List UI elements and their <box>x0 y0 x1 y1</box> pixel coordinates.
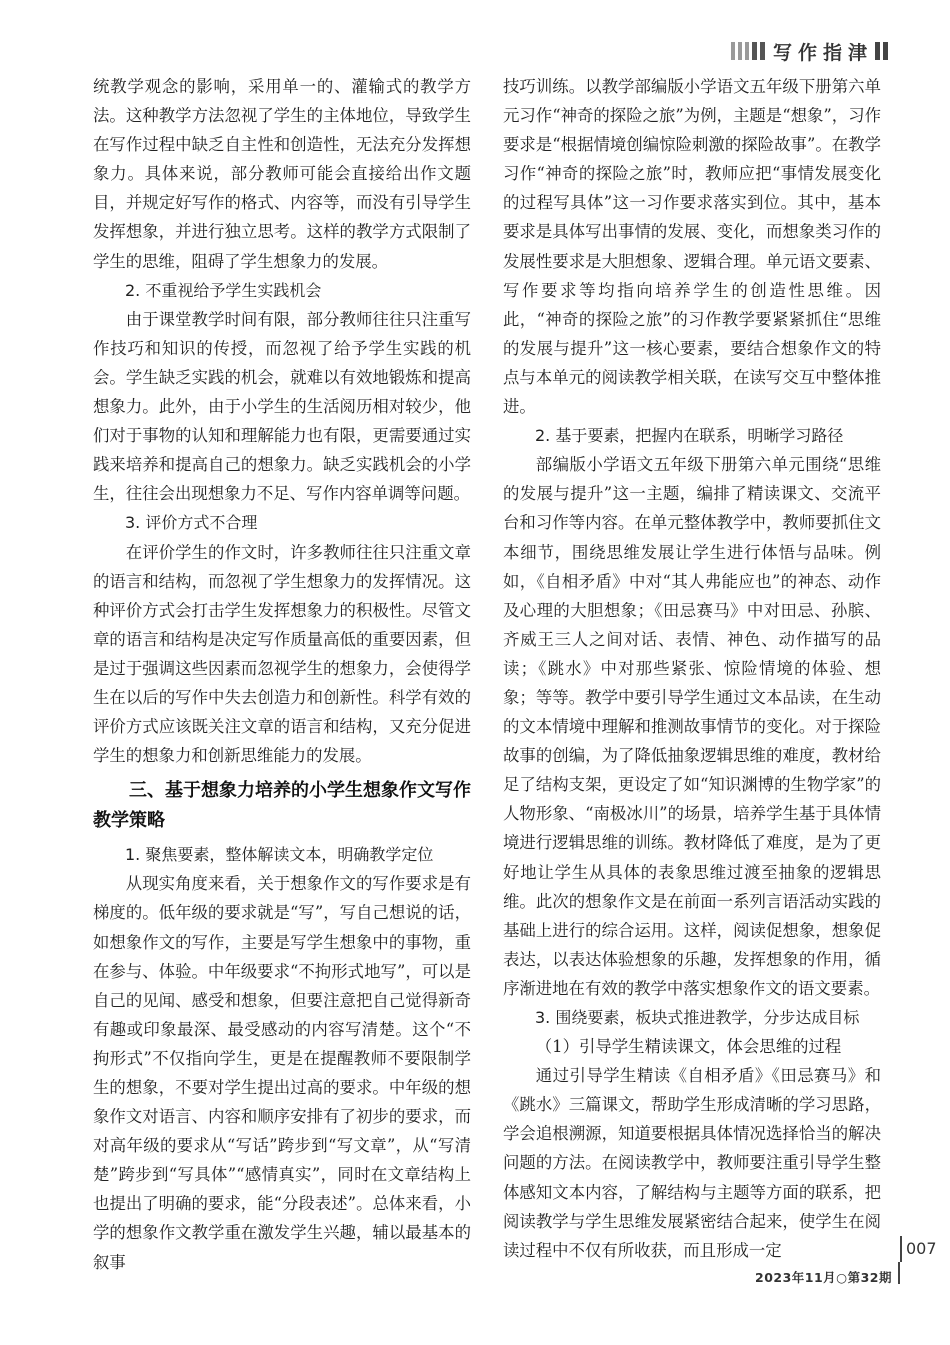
paragraph: 部编版小学语文五年级下册第六单元围绕“思维的发展与提升”这一主题，编排了精读课文、交流平台和习作等内容。在单元整体教学中，教师要抓住文本细节，围绕思维发展让学生进行体悟与品味。例如，《自相矛盾》中对“其人弗能应也”的神态、动作及心理的大胆想象；《田忌赛马》中对田忌、孙膑、齐威王三人之间对话、表情、神色、动作描写的品读；《跳水》中对那些紧张、惊险情境的体验、想象；等等。教学中要引导学生通过文本品读，在生动的文本情境中理解和推测故事情节的变化。对于探险故事的创编，为了降低抽象逻辑思维的难度，教材给足了结构支架，更设定了如“知识渊博的生物学家”的人物形象、“南极冰川”的场景，培养学生基于具体情境进行逻辑思维的训练。教材降低了难度，是为了更好地让学生从具体的表象思维过渡至抽象的逻辑思维。此次的想象作文是在前面一系列言语活动实践的基础上进行的综合运用。这样，阅读促想象，想象促表达，以表达体验想象的乐趣，发挥想象的作用，循序渐进地在有效的教学中落实想象作文的语文要素。 <box>503 455 881 998</box>
left-column <box>93 72 471 1277</box>
subheading: 2. 基于要素，把握内在联系，明晰学习路径 <box>535 426 844 446</box>
paragraph: 通过引导学生精读《自相矛盾》《田忌赛马》和《跳水》三篇课文，帮助学生形成清晰的学习思路，学会追根溯源，知道要根据具体情况选择恰当的解决问题的方法。在阅读教学中，教师要注重引导学生整体感知文本内容，了解结构与主题等方面的联系，把阅读教学与学生思维发展紧密结合起来，使学生在阅读过程中不仅有所收获，而且形成一定 <box>503 1066 881 1260</box>
subheading: 3. 评价方式不合理 <box>125 513 258 533</box>
paragraph: 技巧训练。以教学部编版小学语文五年级下册第六单元习作“神奇的探险之旅”为例，主题是“想象”，习作要求是“根据情境创编惊险刺激的探险故事”。在教学习作“神奇的探险之旅”时，教师应把“事情发展变化的过程写具体”这一习作要求落实到位。其中，基本要求是具体写出事情的发展、变化，而想象类习作的发展性要求是大胆想象、逻辑合理。单元语文要素、写作要求等均指向培养学生的创造性思维。因此，“神奇的探险之旅”的习作教学要紧紧抓住“思维的发展与提升”这一核心要素，要结合想象作文的特点与本单元的阅读教学相关联，在读写交互中整体推进。 <box>503 77 881 417</box>
subheading: （1）引导学生精读课文，体会思维的过程 <box>535 1037 842 1057</box>
subheading: 2. 不重视给予学生实践机会 <box>125 280 322 300</box>
issue-info: 2023年11月○第32期 <box>755 1270 892 1285</box>
header-title: 写作指津 <box>772 41 873 64</box>
section-heading: 三、基于想象力培养的小学生想象作文写作教学策略 <box>93 780 471 832</box>
page-number: 007 <box>900 1236 946 1262</box>
footer-divider <box>898 1262 900 1284</box>
subheading: 1. 聚焦要素，整体解读文本，明确教学定位 <box>125 845 434 865</box>
header-decoration-bars-right <box>875 42 888 60</box>
running-header <box>731 36 888 66</box>
paragraph: 在评价学生的作文时，许多教师往往只注重文章的语言和结构，而忽视了学生想象力的发挥情况。这种评价方式会打击学生发挥想象力的积极性。尽管文章的语言和结构是决定写作质量高低的重要因素，但是过于强调这些因素而忽视学生的想象力，会使得学生在以后的写作中失去创造力和创新性。科学有效的评价方式应该既关注文章的语言和结构，又充分促进学生的想象力和创新思维能力的发展。 <box>93 542 471 766</box>
paragraph: 统教学观念的影响，采用单一的、灌输式的教学方法。这种教学方法忽视了学生的主体地位，导致学生在写作过程中缺乏自主性和创造性，无法充分发挥想象力。具体来说，部分教师可能会直接给出作文题目，并规定好写作的格式、内容等，而没有引导学生发挥想象，并进行独立思考。这样的教学方式限制了学生的思维，阻碍了学生想象力的发展。 <box>93 77 471 271</box>
subheading: 3. 围绕要素，板块式推进教学，分步达成目标 <box>535 1008 860 1027</box>
paragraph: 由于课堂教学时间有限，部分教师往往只注重写作技巧和知识的传授，而忽视了给予学生实践的机会。学生缺乏实践的机会，就难以有效地锻炼和提高想象力。此外，由于小学生的生活阅历相对较少，他们对于事物的认知和理解能力也有限，更需要通过实践来培养和提高自己的想象力。缺乏实践机会的小学生，往往会出现想象力不足、写作内容单调等问题。 <box>93 309 471 504</box>
right-column <box>503 72 881 1265</box>
header-decoration-bars <box>731 42 765 60</box>
paragraph: 从现实角度来看，关于想象作文的写作要求是有梯度的。低年级的要求就是“写”，写自己想说的话，如想象作文的写作，主要是写学生想象中的事物，重在参与、体验。中年级要求“不拘形式地写”，可以是自己的见闻、感受和想象，但要注意把自己觉得新奇有趣或印象最深、最受感动的内容写清楚。这个“不拘形式”不仅指向学生，更是在提醒教师不要限制学生的想象，不要对学生提出过高的要求。中年级的想象作文对语言、内容和顺序安排有了初步的要求，而对高年级的要求从“写话”跨步到“写文章”，从“写清楚”跨步到“写具体”“感情真实”，同时在文章结构上也提出了明确的要求，能“分段表述”。总体来看，小学的想象作文教学重在激发学生兴趣，辅以最基本的叙事 <box>93 874 471 1272</box>
